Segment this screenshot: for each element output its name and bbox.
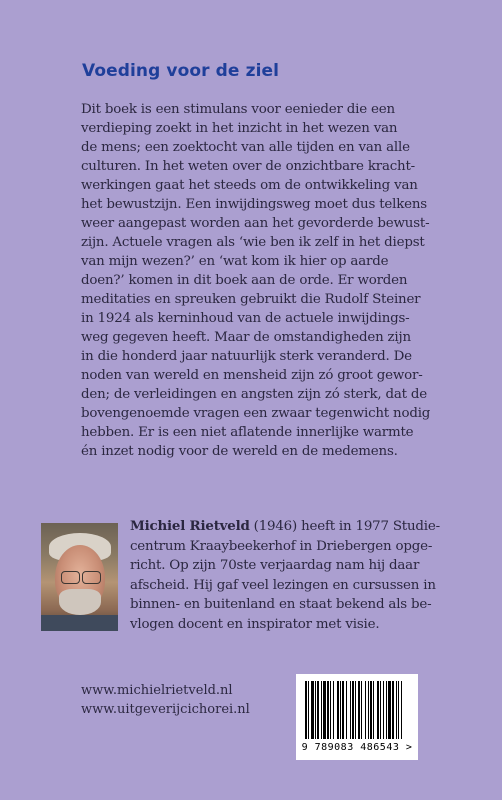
barcode-bar [358, 681, 360, 739]
barcode-bar [311, 681, 314, 739]
blurb-line: doen?’ komen in dit boek aan de orde. Er worden [81, 273, 408, 288]
barcode-bar [350, 681, 351, 739]
isbn-barcode [296, 674, 418, 760]
blurb-line: de mens; een zoektocht van alle tijden en van alle [81, 140, 410, 155]
barcode-bar [368, 681, 369, 739]
barcode-bar [308, 681, 309, 739]
barcode-bar [401, 681, 402, 739]
photo-glasses-right [82, 571, 101, 584]
blurb-line: Dit boek is een stimulans voor eenieder die een [81, 102, 395, 117]
blurb-line: noden van wereld en mensheid zijn zó groot gewor- [81, 368, 423, 383]
blurb-line: werkingen gaat het steeds om de ontwikkeling van [81, 178, 418, 193]
barcode-bar [315, 681, 316, 739]
barcode-bar [346, 681, 347, 739]
barcode-number: 9 789083 486543 > [301, 742, 413, 753]
author-name: Michiel Rietveld [130, 518, 250, 534]
blurb-line: in die honderd jaar natuurlijk sterk veranderd. De [81, 349, 412, 364]
bio-line: centrum Kraaybeekerhof in Driebergen opge- [130, 538, 433, 554]
bio-line: vlogen docent en inspirator met visie. [130, 616, 380, 632]
barcode-bar [396, 681, 397, 739]
barcode-bar [398, 681, 399, 739]
barcode-bar [380, 681, 381, 739]
barcode-bar [370, 681, 372, 739]
blurb-line: bovengenoemde vragen een zwaar tegenwicht nodig [81, 406, 431, 421]
barcode-bar [340, 681, 341, 739]
blurb-line: verdieping zoekt in het inzicht in het wezen van [81, 121, 398, 136]
photo-beard [59, 589, 101, 615]
barcode-bar [327, 681, 329, 739]
website-link-publisher[interactable]: www.uitgeverijcichorei.nl [81, 702, 250, 717]
website-link-author[interactable]: www.michielrietveld.nl [81, 683, 233, 698]
barcode-bar [342, 681, 344, 739]
barcode-bar [333, 681, 334, 739]
blurb-line: weer aangepast worden aan het gevorderde bewust- [81, 216, 430, 231]
barcode-bar [392, 681, 394, 739]
barcode-bar [355, 681, 356, 739]
blurb-line: het bewustzijn. Een inwijdingsweg moet dus telkens [81, 197, 427, 212]
blurb-line: van mijn wezen?’ en ‘wat kom ik hier op aarde [81, 254, 389, 269]
blurb-line: culturen. In het weten over de onzichtbare kracht- [81, 159, 415, 174]
barcode-bar [361, 681, 362, 739]
barcode-bar [330, 681, 331, 739]
bio-first-line-rest: (1946) heeft in 1977 Studie- [249, 519, 440, 534]
blurb-line: hebben. Er is een niet aflatende innerlijke warmte [81, 425, 414, 440]
blurb-line: én inzet nodig voor de wereld en de medemens. [81, 444, 398, 459]
barcode-bar [373, 681, 374, 739]
author-bio [130, 517, 450, 634]
blurb-line: zijn. Actuele vragen als ‘wie ben ik zelf in het diepst [81, 235, 425, 250]
barcode-bar [388, 681, 391, 739]
author-photo [41, 523, 118, 631]
bio-line: richt. Op zijn 70ste verjaardag nam hij daar [130, 558, 420, 573]
barcode-bar [321, 681, 322, 739]
blurb-line: in 1924 als kerninhoud van de actuele inwijdings- [81, 311, 410, 326]
website-links [81, 681, 250, 719]
blurb-line: den; de verleidingen en angsten zijn zó sterk, dat de [81, 387, 427, 402]
barcode-bar [386, 681, 387, 739]
book-title: Voeding voor de ziel [82, 61, 280, 81]
barcode-bar [377, 681, 379, 739]
barcode-bar [323, 681, 326, 739]
blurb-text [81, 100, 431, 461]
barcode-bar [305, 681, 307, 739]
photo-shirt [41, 615, 118, 631]
barcode-bar [352, 681, 354, 739]
blurb-line: meditaties en spreuken gebruikt die Rudolf Steiner [81, 292, 421, 307]
blurb-line: weg gegeven heeft. Maar de omstandigheden zijn [81, 330, 411, 345]
barcode-bar [365, 681, 366, 739]
bio-line [130, 517, 450, 537]
barcode-bar [317, 681, 319, 739]
barcode-bar [383, 681, 384, 739]
barcode-bar [337, 681, 339, 739]
photo-glasses-left [61, 571, 80, 584]
bio-line: afscheid. Hij gaf veel lezingen en cursussen in [130, 577, 436, 593]
bio-line: binnen- en buitenland en staat bekend als be- [130, 597, 432, 612]
